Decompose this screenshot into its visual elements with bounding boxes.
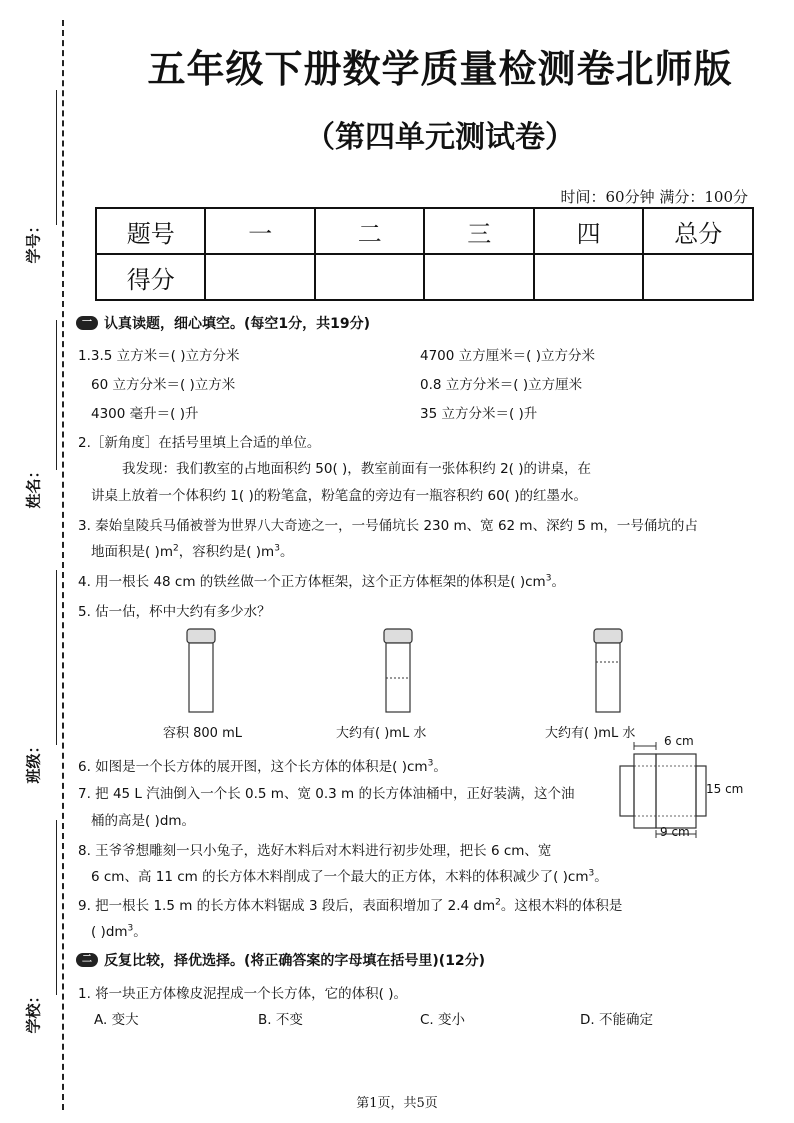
section-1-heading (76, 313, 370, 333)
q6: 6. 如图是一个长方体的展开图，这个长方体的体积是( )$cm^3$。 (78, 758, 447, 775)
q1-a: 1.3.5 立方米＝( )立方分米 (78, 348, 240, 364)
q2-line-1: 我发现：我们教室的占地面积约 50( )，教室前面有一张体积约 2( )的讲桌，在 (122, 461, 591, 477)
binding-dashed-line (62, 20, 64, 1110)
s2-q1-option-d[interactable]: D. 不能确定 (580, 1012, 653, 1028)
score-table-score-row (96, 254, 753, 300)
score-cell[interactable] (643, 254, 753, 300)
q3-line-1: 3. 秦始皇陵兵马俑被誉为世界八大奇迹之一，一号俑坑长 230 m、宽 62 m、深约 5 m，一号俑坑的占 (78, 518, 698, 534)
school-label: 学校： (24, 988, 43, 1034)
page-subtitle: （第四单元测试卷） (305, 120, 575, 155)
q8-line-2: 6 cm、高 11 cm 的长方体木料削成了一个最大的正方体，木料的体积减少了( )$cm^3$。 (91, 868, 608, 885)
score-header-cell: 四 (534, 208, 643, 254)
s2-q1: 1. 将一块正方体橡皮泥捏成一个长方体，它的体积( )。 (78, 986, 407, 1002)
q5-prompt: 5. 估一估，杯中大约有多少水？ (78, 604, 271, 620)
q1-f: 35 立方分米＝( )升 (420, 406, 538, 422)
q9-line-2: ( )$dm^3$。 (91, 923, 147, 940)
score-header-cell: 三 (424, 208, 533, 254)
score-header-cell: 总分 (643, 208, 753, 254)
school-line[interactable] (56, 820, 57, 995)
q1-b: 4700 立方厘米＝( )立方分米 (420, 348, 595, 364)
q7-line-2: 桶的高是( )dm。 (91, 813, 196, 829)
s2-q1-option-b[interactable]: B. 不变 (258, 1012, 303, 1028)
q1-d: 0.8 立方分米＝( )立方厘米 (420, 377, 583, 393)
section-1-badge: 一 (76, 316, 98, 330)
student-id-line[interactable] (56, 90, 57, 225)
cup-1-caption: 容积 800 mL (163, 726, 242, 741)
name-line[interactable] (56, 320, 57, 470)
cup-partial-figure (593, 628, 623, 714)
score-row-label: 得分 (96, 254, 205, 300)
section-1-title: 认真读题，细心填空。(每空1分，共19分) (104, 316, 371, 332)
q4: 4. 用一根长 48 cm 的铁丝做一个正方体框架，这个正方体框架的体积是( )$cm^3$。 (78, 573, 565, 590)
score-cell[interactable] (424, 254, 533, 300)
page-title: 五年级下册数学质量检测卷北师版 (147, 46, 733, 91)
time-info: 时间：60分钟 满分：100分 (560, 188, 748, 206)
q2-prompt: 2.［新角度］在括号里填上合适的单位。 (78, 435, 321, 451)
net-label-15cm: 15 cm (706, 782, 744, 796)
section-2-heading (76, 950, 485, 970)
score-cell[interactable] (315, 254, 424, 300)
section-2-title: 反复比较，择优选择。(将正确答案的字母填在括号里)(12分) (104, 953, 486, 969)
cup-2-caption: 大约有( )mL 水 (336, 726, 427, 741)
cup-3-caption: 大约有( )mL 水 (545, 726, 636, 741)
page-footer: 第1页，共5页 (356, 1096, 438, 1111)
q8-line-1: 8. 王爷爷想雕刻一只小兔子，选好木料后对木料进行初步处理，把长 6 cm、宽 (78, 843, 552, 859)
section-2-badge: 二 (76, 953, 98, 967)
score-cell[interactable] (534, 254, 643, 300)
s2-q1-option-c[interactable]: C. 变小 (420, 1012, 466, 1028)
score-header-cell: 二 (315, 208, 424, 254)
cup-half-figure (383, 628, 413, 714)
q2-line-2: 讲桌上放着一个体积约 1( )的粉笔盒，粉笔盒的旁边有一瓶容积约 60( )的红墨水。 (91, 488, 587, 504)
s2-q1-option-a[interactable]: A. 变大 (94, 1012, 139, 1028)
class-label: 班级： (24, 738, 43, 784)
score-table-header-row (96, 208, 753, 254)
q7-line-1: 7. 把 45 L 汽油倒入一个长 0.5 m、宽 0.3 m 的长方体油桶中，正好装满，这个油 (78, 786, 575, 802)
student-id-label: 学号： (24, 218, 43, 264)
score-header-cell: 一 (205, 208, 314, 254)
score-cell[interactable] (205, 254, 314, 300)
q9-line-1: 9. 把一根长 1.5 m 的长方体木料锯成 3 段后，表面积增加了 2.4 $dm^2$。这根木料的体积是 (78, 897, 623, 914)
q1-e: 4300 毫升＝( )升 (91, 406, 199, 422)
net-label-6cm: 6 cm (664, 734, 694, 748)
net-label-9cm: 9 cm (660, 825, 690, 839)
score-header-cell: 题号 (96, 208, 205, 254)
score-table (95, 207, 754, 301)
cup-full-figure (186, 628, 216, 714)
q3-line-2: 地面积是( )$m^2$，容积约是( )$m^3$。 (91, 543, 294, 560)
name-label: 姓名： (24, 463, 43, 509)
class-line[interactable] (56, 570, 57, 745)
q1-c: 60 立方分米＝( )立方米 (91, 377, 236, 393)
